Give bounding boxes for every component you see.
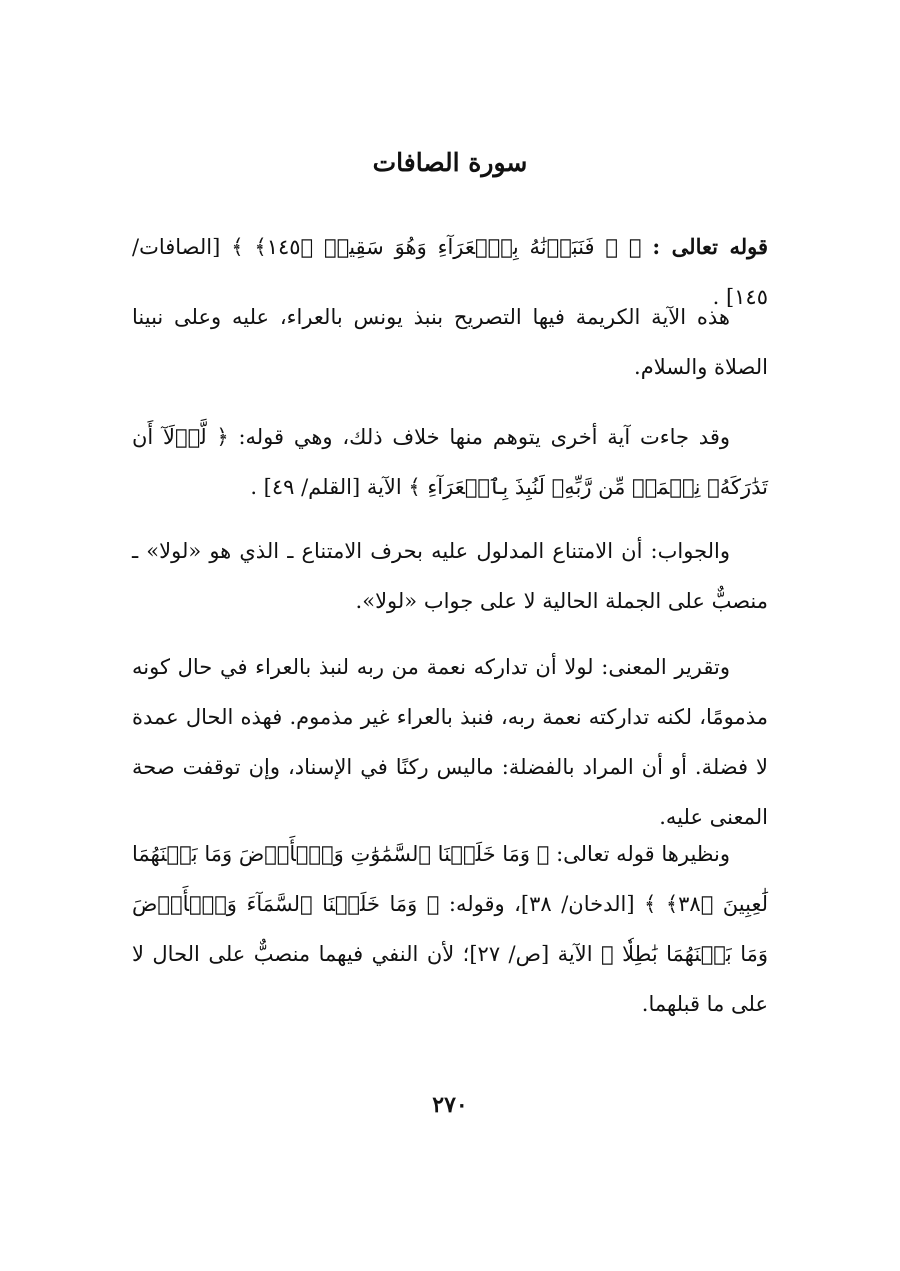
verse-lead: قوله تعالى : (652, 234, 769, 259)
verse-text: ﴿ ۞ فَنَبَذۡنَٰهُ بِٱلۡعَرَآءِ وَهُوَ سَقِيمٞ ﴿١٤٥﴾ ﴾ [الصافات/ ١٤٥] . (132, 235, 768, 309)
surah-title: سورة الصافات (372, 148, 528, 177)
paragraph-5: ونظيرها قوله تعالى: ﴿ وَمَا خَلَقۡنَا ٱلسَّمَٰوَٰتِ وَٱلۡأَرۡضَ وَمَا بَيۡنَهُمَا لَٰعِبِينَ ﴿٣٨﴾ ﴾ [الدخان/ ٣٨]، وقوله: ﴿ وَمَا خَلَقۡنَا ٱلسَّمَآءَ وَٱلۡأَرۡضَ وَمَا بَيۡنَهُمَا بَٰطِلٗا ﴾ الآية [ص/ ٢٧]؛ لأن النفي فيهما منصبٌّ على الحال لا على ما قبلهما. (132, 842, 768, 1016)
page-number: ٢٧٠ (432, 1092, 468, 1118)
paragraph-4: وتقرير المعنى: لولا أن تداركه نعمة من ربه لنبذ بالعراء في حال كونه مذمومًا، لكنه تداركته نعمة ربه، فنبذ بالعراء غير مذموم. فهذه الحال عمدة لا فضلة. أو أن المراد بالفضلة: ماليس ركنًا في الإسناد، وإن توقفت صحة المعنى عليه. (132, 655, 768, 829)
paragraph-1: هذه الآية الكريمة فيها التصريح بنبذ يونس بالعراء، عليه وعلى نبينا الصلاة والسلام. (132, 305, 768, 379)
paragraph-2: وقد جاءت آية أخرى يتوهم منها خلاف ذلك، وهي قوله: ﴿ لَّوۡلَآ أَن تَدَٰرَكَهُۥ نِعۡمَةٞ مِّن رَّبِّهِۦ لَنُبِذَ بِٱلۡعَرَآءِ ﴾ الآية [القلم/ ٤٩] . (132, 425, 768, 499)
paragraph-3: والجواب: أن الامتناع المدلول عليه بحرف الامتناع ـ الذي هو «لولا» ـ منصبٌّ على الجملة الحالية لا على جواب «لولا». (132, 539, 768, 613)
